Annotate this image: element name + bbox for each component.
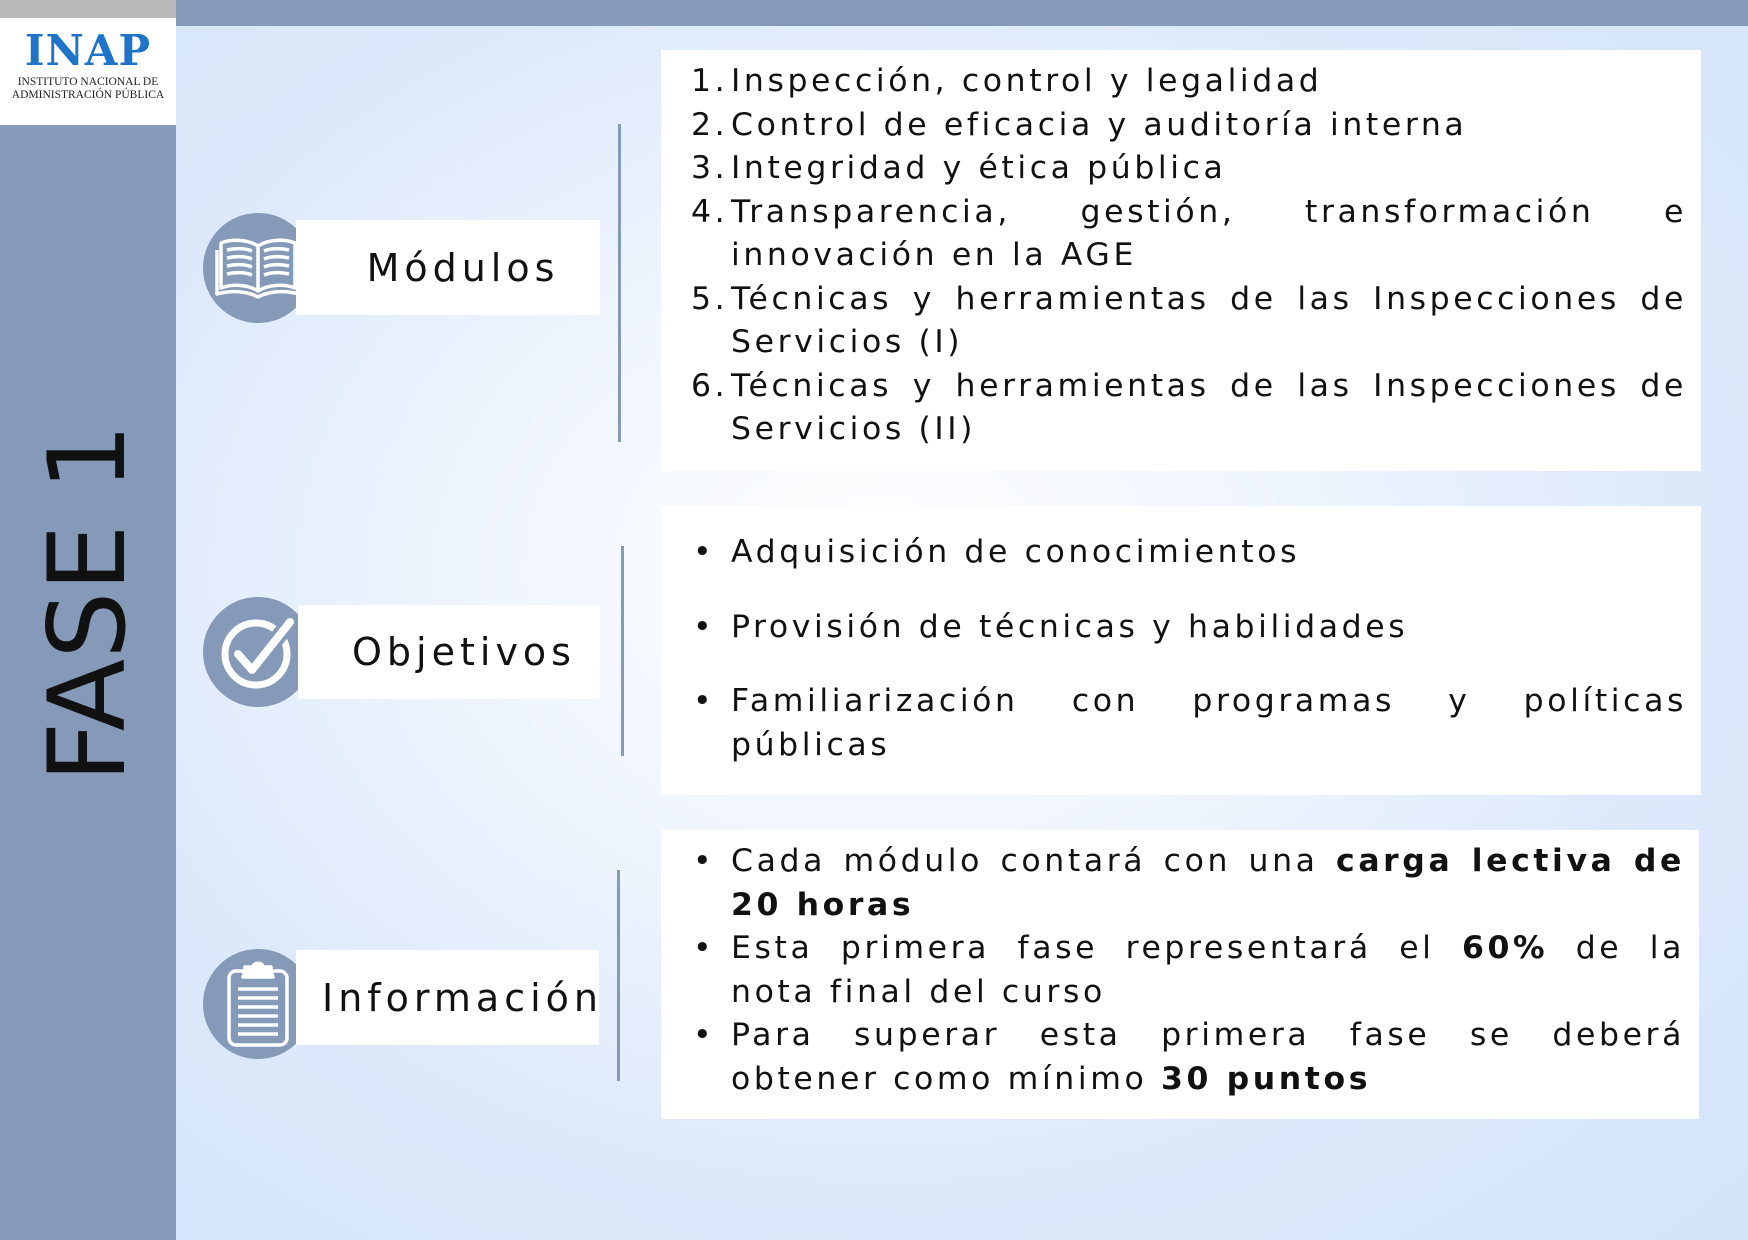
sidebar-top-strip [0, 0, 176, 18]
list-item [691, 147, 1687, 191]
list-marker: • [693, 534, 716, 570]
list-item [691, 840, 1685, 927]
checkmark-icon [203, 597, 313, 707]
phase-title: FASE 1 [26, 423, 149, 783]
list-item [691, 927, 1685, 1014]
list-marker: 4. [691, 193, 729, 230]
objetivos-divider [621, 546, 624, 756]
list-item-bold-text: carga lectiva de 20 horas [731, 843, 1685, 923]
list-marker: 2. [691, 106, 729, 143]
list-item-text: Técnicas y herramientas de las Inspecciones de Servicios (II) [731, 367, 1687, 447]
list-item [691, 531, 1687, 575]
objetivos-label: Objetivos [298, 605, 600, 699]
modulos-divider [618, 124, 621, 442]
list-item-text: Familiarización con programas y políticas públicas [731, 683, 1687, 763]
informacion-label: Información [296, 950, 599, 1045]
list-item-pre-text: Cada módulo contará con una [731, 843, 1337, 879]
list-item [691, 365, 1687, 452]
informacion-list [691, 840, 1685, 1101]
list-item-text: Provisión de técnicas y habilidades [731, 608, 1409, 645]
list-marker: • [693, 683, 716, 719]
list-item [691, 191, 1687, 278]
list-item [691, 60, 1687, 104]
logo-subtitle: INSTITUTO NACIONAL DE ADMINISTRACIÓN PÚBLICA [11, 76, 165, 101]
modulos-label: Módulos [296, 220, 600, 315]
list-item-text: Integridad y ética pública [731, 150, 1227, 186]
top-bar [176, 0, 1748, 26]
objetivos-content [661, 506, 1701, 795]
list-marker: 1. [691, 63, 729, 99]
sidebar [0, 0, 176, 1240]
list-item-text: Adquisición de conocimientos [731, 534, 1301, 570]
list-marker: 5. [691, 280, 729, 317]
informacion-divider [617, 870, 620, 1081]
list-item-text: Transparencia, gestión, transformación e innovación en la AGE [731, 193, 1687, 273]
list-marker: 6. [691, 367, 729, 404]
list-item [691, 606, 1687, 650]
list-item-bold-text: 60% [1462, 930, 1549, 966]
informacion-content [661, 830, 1699, 1119]
list-marker: • [693, 930, 716, 966]
list-item-post-text: de la nota final del curso [731, 930, 1685, 1010]
list-item [691, 1014, 1685, 1101]
list-item [691, 278, 1687, 365]
list-item-pre-text: Para superar esta primera fase se deberá obtener como mínimo [731, 1017, 1685, 1097]
modulos-list [691, 60, 1687, 452]
list-marker: • [693, 843, 716, 879]
list-item [691, 104, 1687, 148]
modulos-content [661, 50, 1701, 471]
inap-logo [0, 18, 176, 125]
list-marker: 3. [691, 150, 729, 186]
list-item [691, 680, 1687, 767]
objetivos-list [691, 531, 1687, 767]
list-item-text: Técnicas y herramientas de las Inspecciones de Servicios (I) [731, 280, 1687, 360]
list-item-bold-text: 30 puntos [1161, 1060, 1372, 1097]
list-item-text: Control de eficacia y auditoría interna [731, 106, 1468, 143]
list-item-pre-text: Esta primera fase representará el [731, 930, 1463, 966]
list-marker: • [693, 608, 716, 645]
logo-name: INAP [24, 26, 152, 75]
list-marker: • [693, 1017, 716, 1053]
list-item-text: Inspección, control y legalidad [731, 63, 1323, 99]
